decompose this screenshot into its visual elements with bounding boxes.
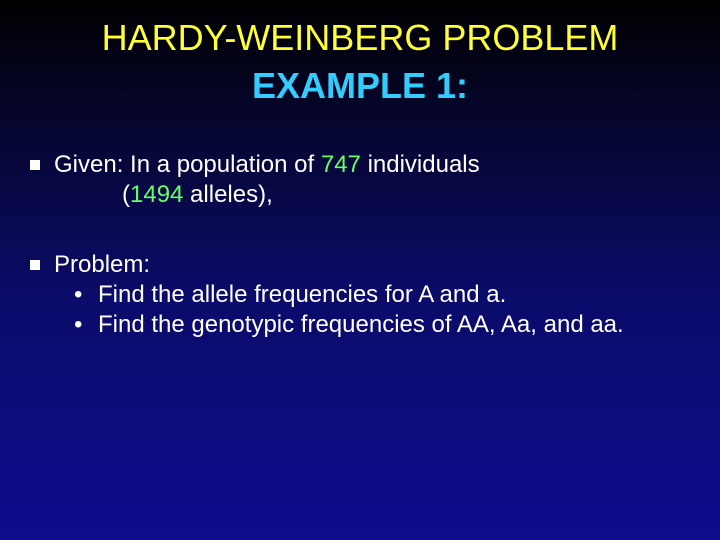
title-line-1: HARDY-WEINBERG PROBLEM bbox=[101, 17, 619, 58]
given-line-2 bbox=[54, 180, 480, 210]
bullet-list bbox=[30, 150, 690, 340]
dot-bullet-icon: • bbox=[74, 311, 83, 338]
given-suffix: alleles), bbox=[183, 181, 273, 208]
list-item bbox=[74, 310, 690, 340]
given-line-1 bbox=[54, 150, 480, 180]
given-prefix: Given: In a population of bbox=[54, 151, 321, 178]
given-bullet bbox=[30, 150, 690, 210]
list-item-text: Find the allele frequencies for A and a. bbox=[98, 281, 507, 308]
list-item-text: Find the genotypic frequencies of AA, Aa, and aa. bbox=[98, 311, 624, 338]
individuals-count: 747 bbox=[320, 151, 361, 178]
given-text bbox=[54, 150, 480, 210]
given-mid: individuals bbox=[360, 151, 480, 178]
problem-text bbox=[54, 250, 150, 280]
alleles-count: 1494 bbox=[130, 181, 184, 208]
list-item bbox=[74, 280, 690, 310]
title-line-2: EXAMPLE 1: bbox=[251, 65, 469, 106]
square-bullet-icon bbox=[30, 260, 40, 270]
paren-open: ( bbox=[122, 181, 130, 208]
square-bullet-icon bbox=[30, 160, 40, 170]
problem-label: Problem: bbox=[54, 251, 151, 278]
problem-bullet bbox=[30, 250, 690, 280]
slide-title bbox=[0, 14, 720, 110]
problem-sub-list bbox=[74, 280, 690, 340]
dot-bullet-icon: • bbox=[74, 281, 83, 308]
